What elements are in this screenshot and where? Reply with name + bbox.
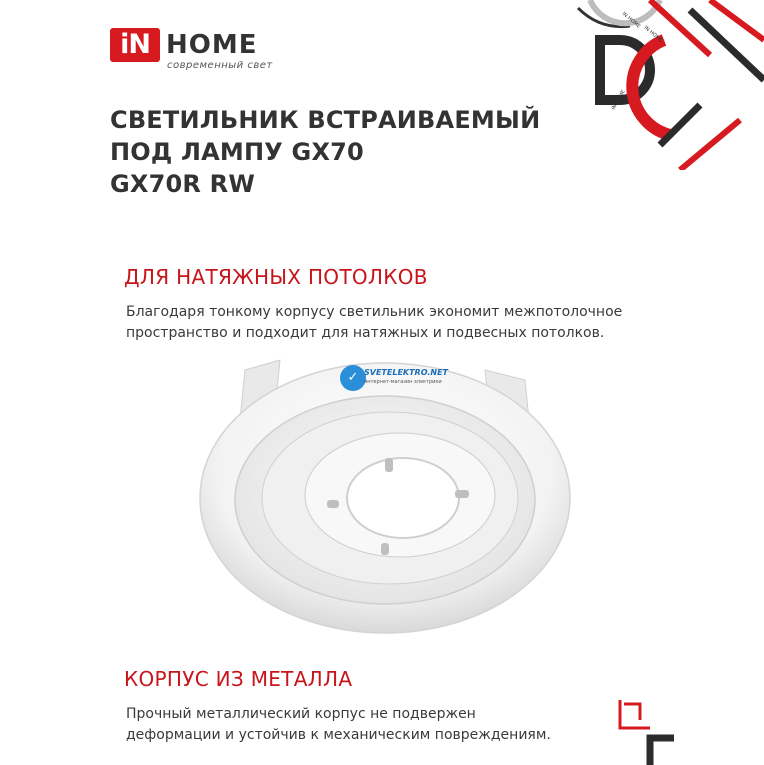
decorative-graphic-bottom [612,698,682,765]
watermark [340,365,450,395]
section-heading-ceilings: ДЛЯ НАТЯЖНЫХ ПОТОЛКОВ [124,265,428,289]
title-line-3: GX70R RW [110,170,255,198]
deco-arc-red [632,40,670,135]
mount-slot-4 [327,500,339,508]
deco-line-red-3 [680,120,740,170]
watermark-sub: интернет-магазин электрики [364,379,442,385]
section-heading-metal: КОРПУС ИЗ МЕТАЛЛА [124,667,353,691]
title-line-1: СВЕТИЛЬНИК ВСТРАИВАЕМЫЙ [110,106,541,134]
mount-slot-3 [381,543,389,555]
section-text-metal: Прочный металлический корпус не подвержен деформации и устойчив к механическим повреждениям. [126,706,551,743]
deco-corner-red-inner [624,704,640,720]
brand-logo [110,28,280,72]
deco-label-a: IN HOME [620,10,642,30]
title-line-2: ПОД ЛАМПУ GX70 [110,138,364,166]
product-title [110,104,580,200]
section-text-ceilings: Благодаря тонкому корпусу светильник экономит межпотолочное пространство и подходит для натяжных и подвесных потолков. [126,304,623,341]
deco-line-black-2 [660,105,700,145]
logo-tagline: современный свет [167,60,273,71]
logo-in-mark: iN [110,28,160,62]
watermark-name: SVETELEKTRO.NET [364,368,448,377]
watermark-globe-icon: ✓ [340,365,366,391]
deco-label-c: IN HOME [610,88,627,111]
central-opening [347,458,459,538]
logo-home-text: HOME [166,30,258,60]
decorative-graphic-top [560,0,764,170]
mount-slot-2 [455,490,469,498]
mount-slot-1 [385,458,393,472]
deco-corner-black [650,738,674,765]
deco-label-b: IN HOME [642,24,664,44]
